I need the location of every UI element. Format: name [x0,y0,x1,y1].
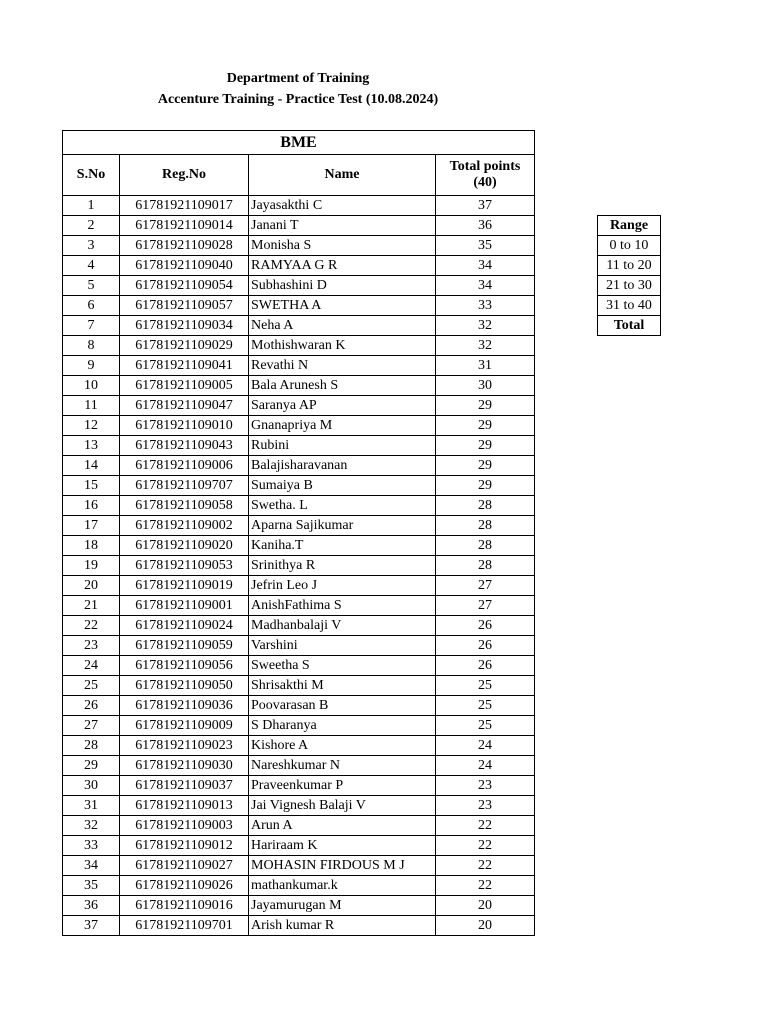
table-row [63,416,535,436]
cell-sno: 29 [63,756,120,776]
cell-sno: 28 [63,736,120,756]
cell-regno: 61781921109009 [120,716,249,736]
cell-name: Madhanbalaji V [249,616,436,636]
cell-name: RAMYAA G R [249,256,436,276]
table-row [63,916,535,936]
cell-sno: 4 [63,256,120,276]
table-row [63,396,535,416]
cell-regno: 61781921109058 [120,496,249,516]
cell-regno: 61781921109050 [120,676,249,696]
cell-name: Praveenkumar P [249,776,436,796]
cell-sno: 37 [63,916,120,936]
document-subtitle: Accenture Training - Practice Test (10.08.2024) [157,92,439,107]
cell-name: Saranya AP [249,396,436,416]
cell-name: Varshini [249,636,436,656]
cell-regno: 61781921109001 [120,596,249,616]
cell-name: SWETHA A [249,296,436,316]
cell-regno: 61781921109017 [120,196,249,216]
results-table [62,130,535,936]
cell-points: 30 [436,376,535,396]
range-header: Range [598,216,661,236]
table-row [63,876,535,896]
range-row: 31 to 40 [598,296,661,316]
cell-points: 36 [436,216,535,236]
cell-regno: 61781921109020 [120,536,249,556]
cell-name: Swetha. L [249,496,436,516]
table-row [63,656,535,676]
cell-points: 34 [436,276,535,296]
cell-name: Revathi N [249,356,436,376]
col-name-header: Name [249,155,436,196]
cell-regno: 61781921109034 [120,316,249,336]
cell-sno: 35 [63,876,120,896]
cell-regno: 61781921109023 [120,736,249,756]
table-row [63,616,535,636]
cell-sno: 17 [63,516,120,536]
col-regno-header: Reg.No [120,155,249,196]
cell-name: Hariraam K [249,836,436,856]
cell-regno: 61781921109059 [120,636,249,656]
cell-name: mathankumar.k [249,876,436,896]
table-row [63,476,535,496]
cell-regno: 61781921109028 [120,236,249,256]
table-row [63,336,535,356]
department-title: BME [63,131,535,155]
cell-name: Monisha S [249,236,436,256]
cell-regno: 61781921109014 [120,216,249,236]
table-row [63,696,535,716]
cell-points: 35 [436,236,535,256]
cell-name: Kaniha.T [249,536,436,556]
cell-regno: 61781921109036 [120,696,249,716]
cell-regno: 61781921109056 [120,656,249,676]
cell-points: 28 [436,556,535,576]
cell-sno: 12 [63,416,120,436]
table-row [63,736,535,756]
cell-name: Nareshkumar N [249,756,436,776]
table-row [63,296,535,316]
cell-sno: 14 [63,456,120,476]
column-header-row [63,155,535,196]
table-row [63,256,535,276]
table-row [63,456,535,476]
cell-sno: 34 [63,856,120,876]
cell-points: 29 [436,456,535,476]
col-sno-header: S.No [63,155,120,196]
cell-points: 20 [436,916,535,936]
cell-points: 29 [436,436,535,456]
cell-name: Bala Arunesh S [249,376,436,396]
cell-name: Jai Vignesh Balaji V [249,796,436,816]
table-row [63,196,535,216]
cell-regno: 61781921109003 [120,816,249,836]
cell-sno: 27 [63,716,120,736]
cell-points: 23 [436,776,535,796]
cell-sno: 9 [63,356,120,376]
cell-regno: 61781921109707 [120,476,249,496]
cell-sno: 19 [63,556,120,576]
cell-points: 25 [436,676,535,696]
cell-sno: 1 [63,196,120,216]
cell-name: AnishFathima S [249,596,436,616]
cell-points: 29 [436,416,535,436]
cell-name: Shrisakthi M [249,676,436,696]
cell-name: Arun A [249,816,436,836]
cell-regno: 61781921109054 [120,276,249,296]
cell-points: 26 [436,636,535,656]
table-row [63,636,535,656]
cell-sno: 21 [63,596,120,616]
cell-regno: 61781921109012 [120,836,249,856]
table-row [63,516,535,536]
cell-sno: 18 [63,536,120,556]
cell-sno: 31 [63,796,120,816]
range-row: 0 to 10 [598,236,661,256]
cell-sno: 16 [63,496,120,516]
cell-points: 32 [436,316,535,336]
cell-regno: 61781921109010 [120,416,249,436]
cell-name: S Dharanya [249,716,436,736]
cell-name: Janani T [249,216,436,236]
cell-points: 28 [436,496,535,516]
cell-name: Rubini [249,436,436,456]
cell-regno: 61781921109037 [120,776,249,796]
table-row [63,536,535,556]
table-row [63,496,535,516]
cell-points: 28 [436,516,535,536]
cell-regno: 61781921109019 [120,576,249,596]
cell-regno: 61781921109030 [120,756,249,776]
cell-name: Subhashini D [249,276,436,296]
range-row: 11 to 20 [598,256,661,276]
cell-regno: 61781921109053 [120,556,249,576]
cell-points: 37 [436,196,535,216]
cell-points: 23 [436,796,535,816]
cell-sno: 7 [63,316,120,336]
cell-name: Gnanapriya M [249,416,436,436]
cell-regno: 61781921109024 [120,616,249,636]
table-row [63,356,535,376]
table-row [63,776,535,796]
cell-sno: 5 [63,276,120,296]
table-row [63,276,535,296]
table-row [63,716,535,736]
cell-regno: 61781921109002 [120,516,249,536]
cell-points: 27 [436,576,535,596]
cell-regno: 61781921109043 [120,436,249,456]
table-row [63,556,535,576]
cell-sno: 33 [63,836,120,856]
cell-name: Jefrin Leo J [249,576,436,596]
cell-sno: 22 [63,616,120,636]
document-title: Department of Training [226,71,370,86]
cell-name: Jayamurugan M [249,896,436,916]
cell-sno: 25 [63,676,120,696]
table-row [63,796,535,816]
cell-sno: 26 [63,696,120,716]
range-total-label: Total [598,316,661,336]
cell-points: 25 [436,716,535,736]
cell-name: Mothishwaran K [249,336,436,356]
table-row [63,236,535,256]
cell-sno: 13 [63,436,120,456]
cell-points: 22 [436,876,535,896]
cell-sno: 32 [63,816,120,836]
cell-sno: 24 [63,656,120,676]
cell-sno: 23 [63,636,120,656]
cell-name: MOHASIN FIRDOUS M J [249,856,436,876]
cell-name: Srinithya R [249,556,436,576]
cell-regno: 61781921109040 [120,256,249,276]
cell-sno: 20 [63,576,120,596]
cell-name: Kishore A [249,736,436,756]
cell-regno: 61781921109027 [120,856,249,876]
cell-sno: 10 [63,376,120,396]
cell-regno: 61781921109057 [120,296,249,316]
cell-regno: 61781921109041 [120,356,249,376]
cell-points: 29 [436,396,535,416]
cell-points: 27 [436,596,535,616]
cell-sno: 30 [63,776,120,796]
cell-regno: 61781921109005 [120,376,249,396]
cell-points: 26 [436,616,535,636]
cell-sno: 6 [63,296,120,316]
cell-points: 28 [436,536,535,556]
cell-points: 22 [436,816,535,836]
cell-sno: 2 [63,216,120,236]
cell-points: 24 [436,736,535,756]
cell-regno: 61781921109047 [120,396,249,416]
cell-sno: 11 [63,396,120,416]
cell-regno: 61781921109013 [120,796,249,816]
cell-points: 32 [436,336,535,356]
cell-regno: 61781921109026 [120,876,249,896]
table-row [63,756,535,776]
col-points-header: Total points (40) [436,155,535,196]
table-row [63,856,535,876]
cell-sno: 3 [63,236,120,256]
range-row: 21 to 30 [598,276,661,296]
table-row [63,216,535,236]
cell-regno: 61781921109006 [120,456,249,476]
table-row [63,376,535,396]
cell-points: 33 [436,296,535,316]
cell-points: 22 [436,836,535,856]
cell-regno: 61781921109701 [120,916,249,936]
cell-name: Aparna Sajikumar [249,516,436,536]
cell-points: 26 [436,656,535,676]
table-row [63,836,535,856]
cell-points: 24 [436,756,535,776]
cell-points: 25 [436,696,535,716]
table-row [63,816,535,836]
table-row [63,676,535,696]
cell-points: 31 [436,356,535,376]
range-table [597,215,661,336]
cell-name: Arish kumar R [249,916,436,936]
cell-regno: 61781921109029 [120,336,249,356]
cell-sno: 15 [63,476,120,496]
cell-name: Neha A [249,316,436,336]
table-row [63,896,535,916]
cell-name: Balajisharavanan [249,456,436,476]
cell-name: Jayasakthi C [249,196,436,216]
cell-regno: 61781921109016 [120,896,249,916]
cell-points: 20 [436,896,535,916]
cell-name: Poovarasan B [249,696,436,716]
cell-name: Sweetha S [249,656,436,676]
table-row [63,576,535,596]
table-row [63,316,535,336]
table-row [63,596,535,616]
cell-name: Sumaiya B [249,476,436,496]
cell-sno: 36 [63,896,120,916]
cell-points: 22 [436,856,535,876]
cell-points: 29 [436,476,535,496]
table-row [63,436,535,456]
cell-points: 34 [436,256,535,276]
cell-sno: 8 [63,336,120,356]
